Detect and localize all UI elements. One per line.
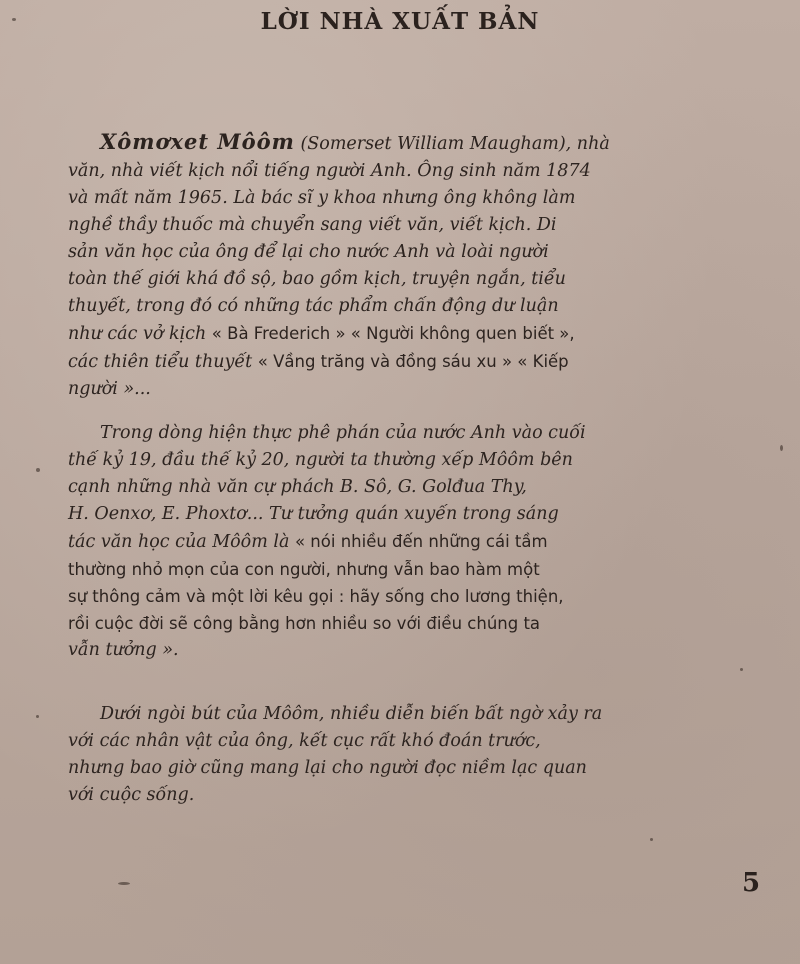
text-line: với các nhân vật của ông, kết cục rất khó đoán trước,: [68, 731, 541, 751]
text-line: Xômơxet Môôm (Somerset William Maugham), nhà: [100, 129, 610, 154]
paragraph-author-intro: [68, 128, 768, 403]
text-line: cạnh những nhà văn cự phách B. Sô, G. Golđua Thy,: [68, 477, 527, 497]
text-line: và mất năm 1965. Là bác sĩ y khoa nhưng ông không làm: [68, 188, 576, 208]
page-title: LỜI NHÀ XUẤT BẢN: [260, 8, 540, 35]
text-line: như các vở kịch « Bà Frederich » « Người không quen biết »,: [68, 324, 575, 344]
text-line: rồi cuộc đời sẽ công bằng hơn nhiều so với điều chúng ta: [68, 614, 541, 633]
text-line: sản văn học của ông để lại cho nước Anh và loài người: [68, 242, 549, 262]
text-line: nghề thầy thuốc mà chuyển sang viết văn, viết kịch. Di: [68, 215, 557, 235]
paper-speck: [36, 468, 40, 472]
paper-speck: [118, 882, 130, 885]
paragraph-critical-realism: [68, 420, 768, 664]
text-line: toàn thế giới khá đồ sộ, bao gồm kịch, truyện ngắn, tiểu: [68, 269, 566, 289]
paper-speck: [12, 18, 16, 21]
paper-speck: [780, 445, 783, 451]
paper-speck: [36, 715, 39, 718]
paper-speck: [740, 668, 743, 671]
text-line: văn, nhà viết kịch nổi tiếng người Anh. Ông sinh năm 1874: [68, 161, 591, 181]
paragraph-conclusion: [68, 701, 768, 809]
text-line: H. Oenxơ, E. Phoxtơ... Tư tưởng quán xuyến trong sáng: [68, 504, 559, 524]
text-line: với cuộc sống.: [68, 785, 195, 805]
text-line: thế kỷ 19, đầu thế kỷ 20, người ta thường xếp Môôm bên: [68, 450, 573, 470]
text-line: Dưới ngòi bút của Môôm, nhiều diễn biến bất ngờ xảy ra: [100, 704, 603, 724]
text-line: vẫn tưởng ».: [68, 640, 179, 660]
text-line: nhưng bao giờ cũng mang lại cho người đọc niềm lạc quan: [68, 758, 587, 778]
text-line: thuyết, trong đó có những tác phẩm chấn động dư luận: [68, 296, 559, 316]
novel-titles: « Vầng trăng và đồng sáu xu » « Kiếp: [257, 352, 569, 371]
text-line: người »...: [68, 379, 151, 399]
author-name: Xômơxet Môôm: [100, 129, 295, 154]
text-line: các thiên tiểu thuyết « Vầng trăng và đồng sáu xu » « Kiếp: [68, 352, 569, 372]
text-line: sự thông cảm và một lời kêu gọi : hãy sống cho lương thiện,: [68, 587, 564, 606]
quote-start: « nói nhiều đến những cái tầm: [294, 532, 548, 551]
text-line: tác văn học của Môôm là « nói nhiều đến những cái tầm: [68, 532, 548, 552]
text-line: Trong dòng hiện thực phê phán của nước Anh vào cuối: [100, 423, 586, 443]
play-titles: « Bà Frederich » « Người không quen biết »,: [211, 324, 575, 343]
text-line: thường nhỏ mọn của con người, nhưng vẫn bao hàm một: [68, 560, 540, 579]
page-number: 5: [742, 868, 761, 898]
paper-speck: [650, 838, 653, 841]
